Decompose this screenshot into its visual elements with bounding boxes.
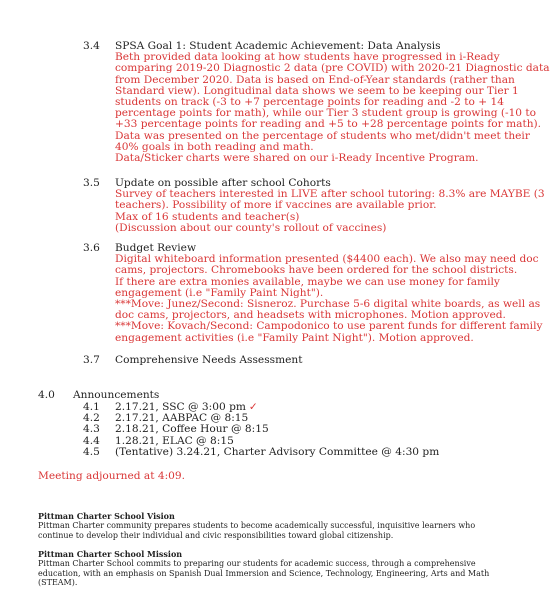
note-line: 40% goals in both reading and math. bbox=[115, 140, 314, 153]
item-label: 2.17.21, SSC @ 3:00 pm bbox=[115, 401, 246, 413]
note-line: ***Move: Kovach/Second: Campodonico to use parent funds for different family bbox=[115, 320, 543, 333]
note-line: comparing 2019-20 Diagnostic 2 data (pre COVID) with 2020-21 Diagnostic data bbox=[115, 62, 550, 75]
note-line: Standard view). Longitudinal data shows we seem to be keeping our Tier 1 bbox=[115, 84, 519, 97]
section-number: 3.6 bbox=[83, 242, 100, 254]
item-number: 4.2 bbox=[83, 412, 100, 425]
item-number: 4.4 bbox=[83, 434, 100, 447]
note-line: Data was presented on the percentage of students who met/didn't meet their bbox=[115, 129, 530, 142]
note-line: (Discussion about our county's rollout of vaccines) bbox=[115, 221, 387, 234]
meeting-adjourned-note: Meeting adjourned at 4:09. bbox=[38, 470, 185, 482]
section-notes bbox=[115, 51, 550, 165]
note-line: doc cams, projectors, and headsets with microphones. Motion approved. bbox=[115, 309, 506, 322]
item-text: 2.17.21, AABPAC @ 8:15 bbox=[115, 412, 249, 425]
note-line: engagement activities (i.e "Family Paint Night"). Motion approved. bbox=[115, 331, 474, 344]
note-line: students on track (-3 to +7 percentage points for reading and -2 to + 14 bbox=[115, 96, 504, 108]
section-number: 3.7 bbox=[83, 354, 100, 366]
section-title: Announcements bbox=[73, 389, 160, 401]
section-title: Update on possible after school Cohorts bbox=[115, 177, 331, 189]
note-line: +33 percentage points for reading and +5 to +28 percentage points for math). bbox=[115, 118, 542, 131]
note-line: ***Move: Junez/Second: Sisneroz. Purchase 5-6 digital white boards, as well as bbox=[115, 298, 541, 310]
school-vision bbox=[38, 512, 475, 540]
section-notes bbox=[115, 253, 543, 344]
item-text: (Tentative) 3.24.21, Charter Advisory Committee @ 4:30 pm bbox=[115, 445, 440, 458]
note-line: engagement (i.e "Family Paint Night"). bbox=[115, 286, 324, 299]
note-line: Digital whiteboard information presented ($4400 each). We also may need doc bbox=[115, 253, 539, 266]
note-line: cams, projectors. Chromebooks have been ordered for the school districts. bbox=[115, 264, 518, 277]
check-icon: ✓ bbox=[248, 401, 258, 413]
vision-text bbox=[38, 521, 475, 540]
note-line: Data/Sticker charts were shared on our i-Ready Incentive Program. bbox=[115, 152, 479, 165]
item-number: 4.5 bbox=[83, 445, 100, 458]
item-text: 1.28.21, ELAC @ 8:15 bbox=[115, 434, 234, 447]
section-notes bbox=[115, 188, 545, 234]
school-mission bbox=[38, 550, 489, 587]
mission-line: Pittman Charter School commits to preparing our students for academic success, through a comprehensive bbox=[38, 559, 476, 569]
note-line: teachers). Possibility of more if vaccines are available prior. bbox=[115, 199, 437, 212]
section-title: Budget Review bbox=[115, 242, 197, 254]
note-line: percentage points for math), while our Tier 3 student group is growing (-10 to bbox=[115, 107, 537, 120]
mission-title: Pittman Charter School Mission bbox=[38, 549, 183, 559]
note-line: from December 2020. Data is based on End-of-Year standards (rather than bbox=[115, 73, 515, 86]
mission-text bbox=[38, 559, 489, 587]
vision-line: Pittman Charter community prepares students to become academically successful, inquisitive learners who bbox=[38, 521, 476, 531]
mission-line: education, with an emphasis on Spanish Dual Immersion and Science, Technology, Engineering, Arts and Math bbox=[38, 568, 490, 578]
vision-line: continue to develop their individual and civic responsibilities toward global citizenship. bbox=[38, 530, 394, 540]
item-number: 4.1 bbox=[83, 401, 100, 413]
section-title: Comprehensive Needs Assessment bbox=[115, 354, 303, 366]
item-text: 2.18.21, Coffee Hour @ 8:15 bbox=[115, 423, 269, 436]
section-number: 3.5 bbox=[83, 177, 100, 189]
section-title: SPSA Goal 1: Student Academic Achievement: Data Analysis bbox=[115, 40, 441, 52]
vision-title: Pittman Charter School Vision bbox=[38, 511, 175, 521]
note-line: Beth provided data looking at how students have progressed in i-Ready bbox=[115, 51, 500, 64]
section-number: 4.0 bbox=[38, 389, 55, 401]
section-number: 3.4 bbox=[83, 40, 100, 52]
note-line: If there are extra monies available, maybe we can use money for family bbox=[115, 275, 500, 288]
note-line: Survey of teachers interested in LIVE after school tutoring: 8.3% are MAYBE (3 bbox=[115, 188, 545, 201]
note-line: Max of 16 students and teacher(s) bbox=[115, 210, 300, 223]
mission-line: (STEAM). bbox=[38, 577, 78, 587]
item-number: 4.3 bbox=[83, 423, 100, 436]
